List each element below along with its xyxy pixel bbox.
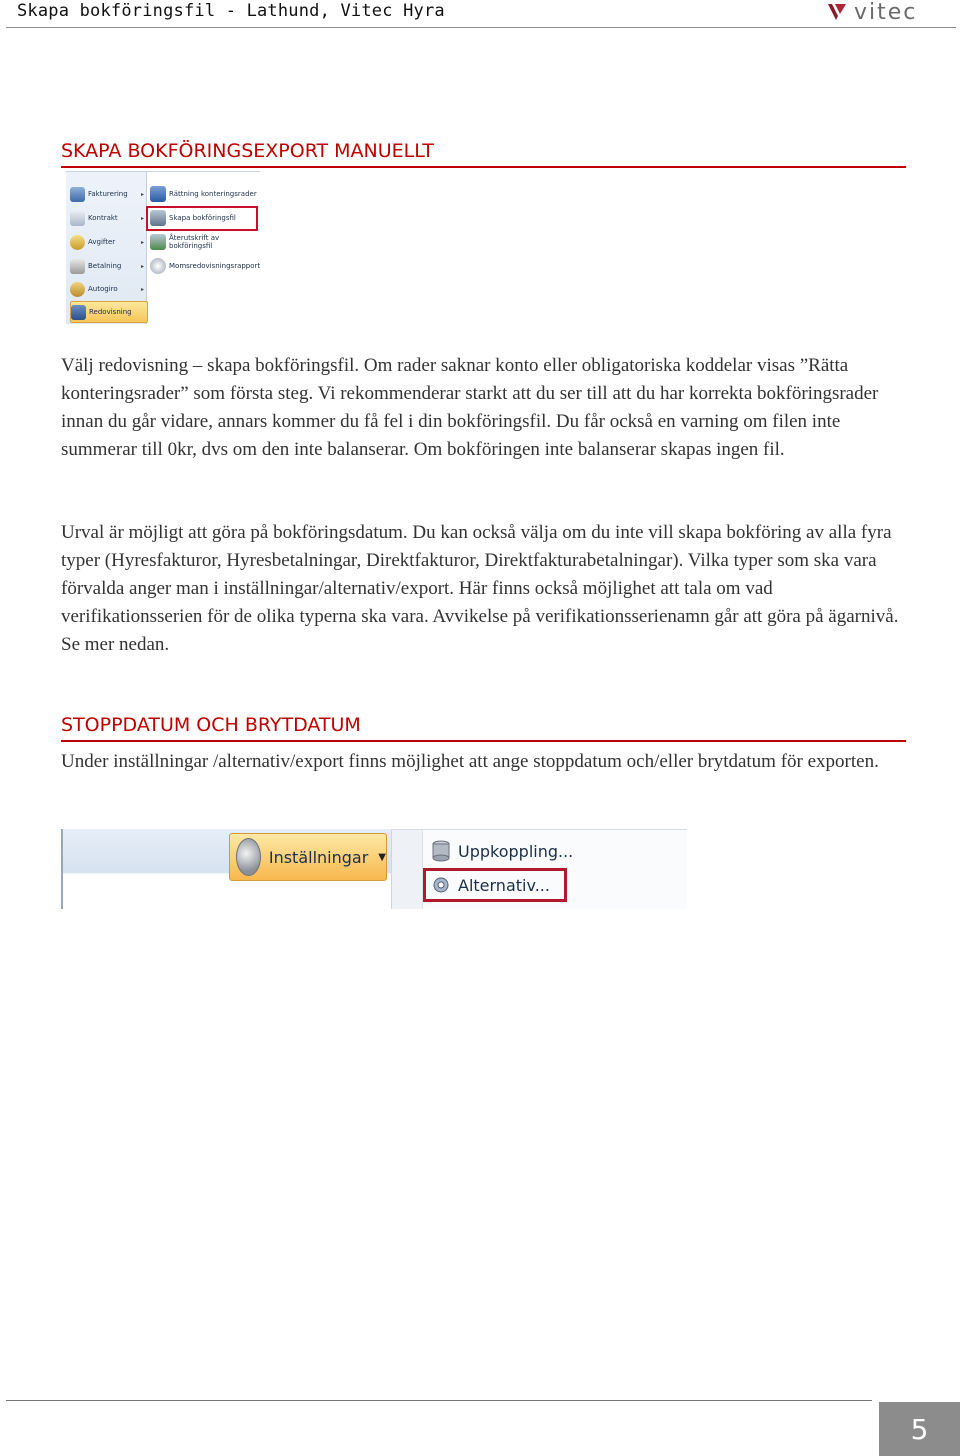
- submenu-panel: [148, 172, 260, 324]
- menu-item-betalning[interactable]: [70, 256, 146, 276]
- highlight-frame: [423, 868, 567, 902]
- calculator-icon: [70, 259, 85, 274]
- paragraph-selection: Urval är möjligt att göra på bokföringsdatum. Du kan också välja om du inte vill skapa bokföring av alla fyra typer (Hyresfakturor, Hyresbetalningar, Direktfakturor, Direktfakturabetalningar). Vilka typer som ska vara förvalda anger man i inställningar/alternativ/export. Här finns också möjlighet att tala om vad verifikationsserien för de olika typerna ska vara. Avvikelse på verifikationsserienamn går att göra på ägarnivå. Se mer nedan.: [61, 522, 899, 655]
- section-heading-stop-date: STOPPDATUM OCH BRYTDATUM: [61, 713, 906, 742]
- chevron-right-icon: ▸: [140, 190, 144, 198]
- menu-screenshot: [66, 171, 260, 324]
- submenu-item-momsredovisning[interactable]: [150, 256, 258, 276]
- chevron-right-icon: ▸: [140, 285, 144, 293]
- menu-item-kontrakt[interactable]: [70, 208, 146, 228]
- menu-item-label: Redovisning: [89, 308, 132, 316]
- gear-icon: [236, 838, 261, 876]
- highlight-frame: [146, 206, 258, 231]
- footer-divider: [6, 1400, 872, 1401]
- section-heading-manual-export: SKAPA BOKFÖRINGSEXPORT MANUELLT: [61, 139, 906, 168]
- menu-item-label: Betalning: [88, 262, 122, 270]
- database-refresh-icon: [150, 234, 166, 250]
- submenu-item-label: Rättning konteringsrader: [169, 190, 257, 198]
- chevron-right-icon: ▸: [140, 262, 144, 270]
- menu-item-avgifter[interactable]: [70, 232, 146, 252]
- caret-down-icon: ▼: [378, 851, 386, 863]
- paragraph-stop-date: Under inställningar /alternativ/export finns möjlighet att ange stoppdatum och/eller brytdatum för exporten.: [61, 751, 879, 772]
- document-header-title: Skapa bokföringsfil - Lathund, Vitec Hyra: [17, 1, 445, 21]
- menu-item-label: Fakturering: [88, 190, 128, 198]
- vitec-logo-icon: [826, 2, 848, 22]
- submenu-item-label: Skapa bokföringsfil: [169, 214, 236, 222]
- vitec-logo: [826, 0, 917, 24]
- menu-item-fakturering[interactable]: [70, 184, 146, 204]
- invoice-icon: [70, 187, 85, 202]
- menu-item-autogiro[interactable]: [70, 279, 146, 299]
- menu-item-label: Autogiro: [88, 285, 118, 293]
- submenu-item-rattning[interactable]: [150, 184, 258, 204]
- database-icon: [432, 840, 450, 862]
- info-report-icon: [150, 258, 166, 274]
- chevron-right-icon: ▸: [140, 214, 144, 222]
- page-number: 5: [879, 1402, 960, 1456]
- menu-item-redovisning[interactable]: [70, 301, 148, 323]
- settings-button[interactable]: [229, 833, 387, 881]
- menu-item-label: Avgifter: [88, 238, 116, 246]
- handshake-icon: [70, 282, 85, 297]
- main-menu-panel: [66, 172, 147, 324]
- coins-icon: [70, 235, 85, 250]
- submenu-item-aterutskrift[interactable]: [150, 232, 258, 252]
- menu-item-uppkoppling[interactable]: [432, 838, 573, 864]
- book-icon: [150, 186, 166, 202]
- chevron-right-icon: ▸: [140, 238, 144, 246]
- paragraph-intro: Välj redovisning – skapa bokföringsfil. Om rader saknar konto eller obligatoriska koddelar visas ”Rätta konteringsrader” som första steg. Vi rekommenderar starkt att du ser till att du har korrekta bokföringsrader innan du går vidare, annars kommer du få fel i din bokföringsfil. Du får också en varning om filen inte summerar till 0kr, dvs om den inte balanserar. Om bokföringen inte balanserar skapas ingen fil.: [61, 355, 879, 460]
- submenu-item-label: Återutskrift av bokföringsfil: [169, 234, 220, 250]
- settings-screenshot: [61, 829, 687, 909]
- header-divider: [6, 27, 956, 28]
- contract-icon: [70, 211, 85, 226]
- settings-button-label: Inställningar: [268, 847, 369, 867]
- menu-icon-gutter: [392, 830, 423, 909]
- settings-dropdown-menu: [391, 829, 687, 909]
- menu-item-label: Kontrakt: [88, 214, 118, 222]
- submenu-item-label: Momsredovisningsrapport: [169, 262, 260, 270]
- vitec-logo-text: vitec: [854, 0, 918, 25]
- menu-item-label: Uppkoppling...: [458, 841, 574, 861]
- menu-item-label: Alternativ...: [458, 875, 550, 895]
- ledger-icon: [71, 305, 86, 320]
